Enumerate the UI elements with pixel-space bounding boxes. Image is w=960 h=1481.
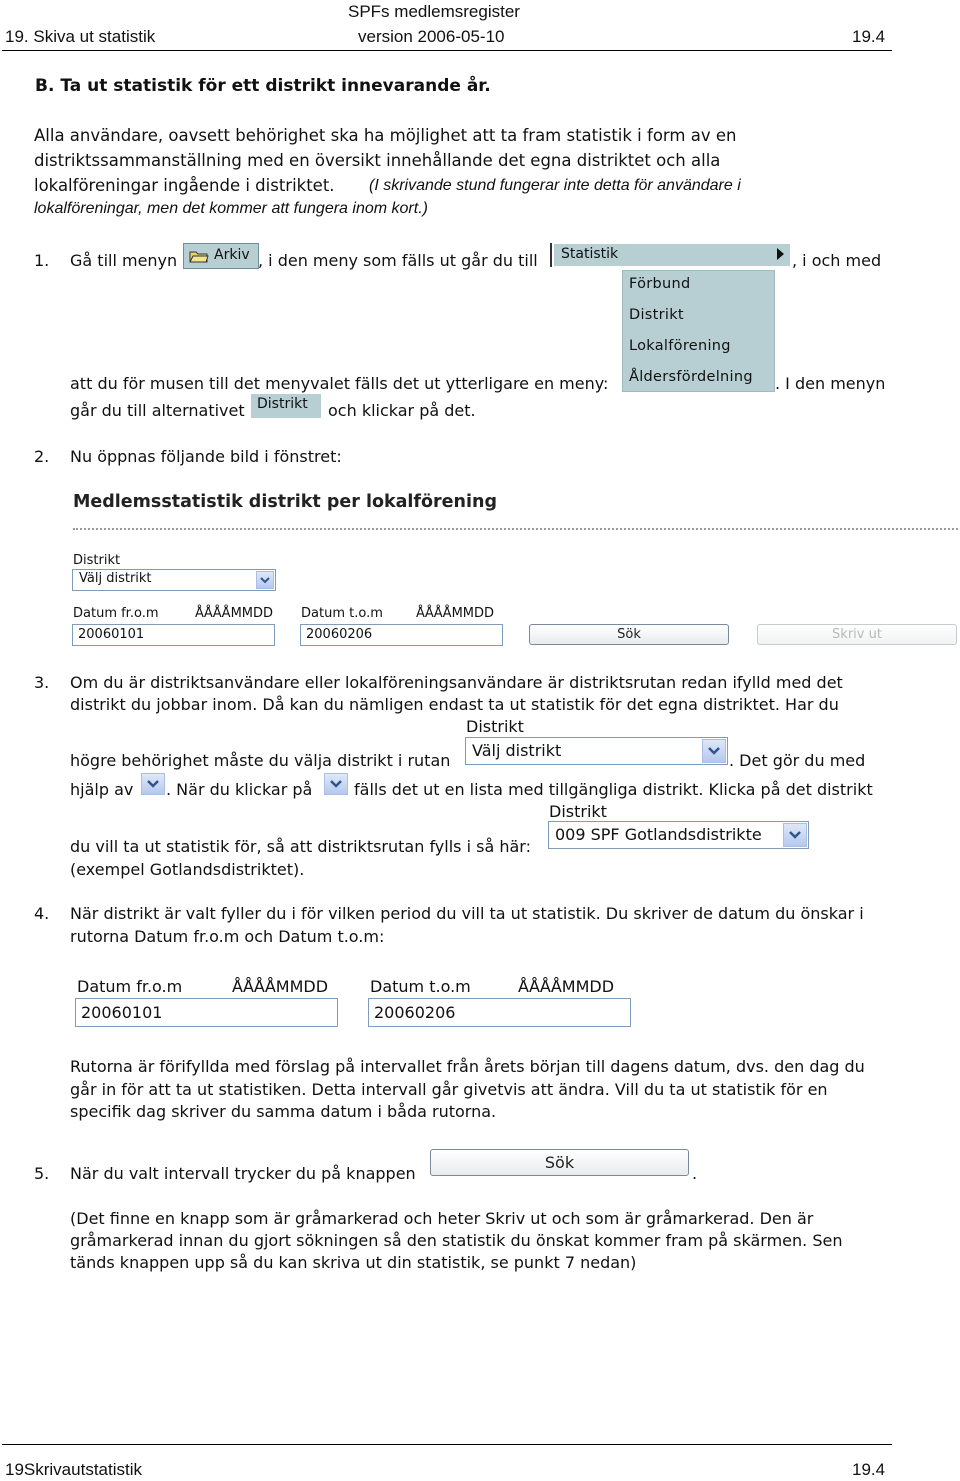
step-3-select-value: Välj distrikt [472, 741, 562, 760]
footer-left: 19Skrivautstatistik [5, 1460, 142, 1479]
step-4-line-1: När distrikt är valt fyller du i för vilken period du vill ta ut statistik. Du skriver de datum du önskar i [70, 904, 864, 923]
arkiv-menu-label: Arkiv [214, 247, 250, 263]
step-3-number: 3. [34, 673, 50, 692]
step-5-text: När du valt intervall trycker du på knappen [70, 1164, 416, 1183]
submenu-item-aldersfordelning[interactable]: Åldersfördelning [629, 369, 753, 385]
form-from-input-value: 20060101 [78, 627, 145, 642]
chevron-down-icon[interactable] [702, 739, 726, 763]
form-to-label: Datum t.o.m [301, 606, 383, 621]
step-3-line-1: Om du är distriktsanvändare eller lokalföreningsanvändare är distriktsrutan redan ifylld med det [70, 673, 843, 692]
step-4-number: 4. [34, 904, 50, 923]
header-rule [2, 50, 892, 51]
form-print-button[interactable]: Skriv ut [757, 624, 957, 645]
form-to-input-value: 20060206 [306, 627, 373, 642]
step-3-line-6: (exempel Gotlandsdistriktet). [70, 860, 305, 879]
arkiv-menu-button[interactable] [183, 243, 259, 269]
folder-icon [189, 248, 209, 268]
step-4-from-input-value: 20060101 [81, 1003, 163, 1022]
step-3-line-4a: hjälp av [70, 780, 134, 799]
step-3-filled-label: Distrikt [549, 802, 607, 821]
step-1-text-d: att du för musen till det menyvalet fälls det ut ytterligare en meny: [70, 374, 609, 393]
form-from-label: Datum fr.o.m [73, 606, 159, 621]
step-3-line-2: distrikt du jobbar inom. Då kan du nämligen endast ta ut statistik för det egna distriktet. Har du [70, 695, 839, 714]
section-heading: B. Ta ut statistik för ett distrikt innevarande år. [35, 76, 491, 96]
step-1-text-c: , i och med [792, 251, 882, 270]
step-3-filled-select-value: 009 SPF Gotlandsdistrikte [555, 825, 762, 844]
step-3-filled-select[interactable] [548, 821, 809, 849]
step-4-to-input-value: 20060206 [374, 1003, 456, 1022]
step-3-line-4b: . När du klickar på [166, 780, 313, 799]
statistik-submenu [622, 270, 775, 392]
step-1-text-g: och klickar på det. [328, 401, 476, 420]
page-number: 19.4 [852, 27, 886, 46]
intro-line-3: lokalföreningar ingående i distriktet. [34, 176, 335, 195]
submenu-arrow-icon [777, 248, 784, 260]
step-5-search-button[interactable]: Sök [430, 1149, 689, 1176]
form-title: Medlemsstatistik distrikt per lokalförening [73, 492, 497, 512]
footer-page: 19.4 [852, 1460, 886, 1479]
form-to-input[interactable] [300, 624, 503, 646]
step-2-text: Nu öppnas följande bild i fönstret: [70, 447, 342, 466]
intro-note-1: (I skrivande stund fungerar inte detta för användare i [369, 177, 741, 194]
dropdown-button-icon[interactable] [324, 773, 348, 795]
submenu-item-lokalforening[interactable]: Lokalförening [629, 338, 731, 354]
form-from-format: ÅÅÅÅMMDD [195, 606, 274, 621]
step-3-line-3b: . Det gör du med [729, 751, 866, 770]
step-4-to-label: Datum t.o.m [370, 977, 471, 996]
step-3-field-label: Distrikt [466, 717, 524, 736]
step-4-from-input[interactable] [75, 998, 338, 1027]
step-1-text-b: , i den meny som fälls ut går du till [258, 251, 538, 270]
form-search-button[interactable]: Sök [529, 624, 729, 645]
step-5-note-2: gråmarkerad innan du gjort sökningen så den statistik du önskat kommer fram på skärmen. Sen [70, 1231, 843, 1250]
step-2-number: 2. [34, 447, 50, 466]
step-4-to-format: ÅÅÅÅMMDD [518, 977, 615, 996]
step-1-text-a: Gå till menyn [70, 251, 178, 270]
submenu-item-distrikt[interactable]: Distrikt [629, 307, 684, 323]
app-title: SPFs medlemsregister [348, 2, 520, 21]
statistik-separator [550, 243, 552, 267]
chevron-down-icon[interactable] [256, 571, 274, 589]
step-5-note-3: tänds knappen upp så du kan skriva ut din statistik, se punkt 7 nedan) [70, 1253, 637, 1272]
step-3-line-5: du vill ta ut statistik för, så att distriktsrutan fylls i så här: [70, 837, 531, 856]
intro-line-1: Alla användare, oavsett behörighet ska ha möjlighet att ta fram statistik i form av en [34, 126, 737, 145]
step-4-from-format: ÅÅÅÅMMDD [232, 977, 329, 996]
distrikt-option-button[interactable] [251, 394, 321, 418]
distrikt-option-label: Distrikt [257, 396, 308, 412]
intro-note-2: lokalföreningar, men det kommer att fungera inom kort.) [34, 200, 428, 217]
step-4-to-input[interactable] [368, 998, 631, 1027]
step-4-line-2: rutorna Datum fr.o.m och Datum t.o.m: [70, 927, 385, 946]
dropdown-button-icon[interactable] [141, 773, 165, 795]
statistik-menu-item[interactable] [554, 244, 790, 266]
step-4-para-3: specifik dag skriver du samma datum i båda rutorna. [70, 1102, 497, 1121]
step-5-note-1: (Det finne en knapp som är gråmarkerad och heter Skriv ut och som är gråmarkerad. Den är [70, 1209, 814, 1228]
form-to-format: ÅÅÅÅMMDD [416, 606, 495, 621]
step-3-line-4c: fälls det ut en lista med tillgängliga distrikt. Klicka på det distrikt [354, 780, 873, 799]
version-label: version 2006-05-10 [358, 27, 505, 46]
intro-line-2: distriktssammanställning med en översikt innehållande det egna distriktet och alla [34, 151, 721, 170]
step-1-number: 1. [34, 251, 50, 270]
submenu-item-forbund[interactable]: Förbund [629, 276, 691, 292]
form-from-input[interactable] [72, 624, 275, 646]
chevron-down-icon[interactable] [783, 823, 807, 847]
form-distrikt-select-value: Välj distrikt [79, 571, 152, 586]
step-1-text-e: . I den menyn [775, 374, 886, 393]
step-4-para-2: går in för att ta ut statistiken. Detta intervall går givetvis att ändra. Vill du ta ut statistik för en [70, 1080, 828, 1099]
step-1-text-f: går du till alternativet [70, 401, 245, 420]
step-5-text-end: . [692, 1164, 698, 1183]
section-label: 19. Skiva ut statistik [5, 27, 156, 46]
form-title-divider [73, 528, 958, 530]
step-5-number: 5. [34, 1164, 50, 1183]
step-4-para-1: Rutorna är förifyllda med förslag på intervallet från årets början till dagens datum, dvs. den dag du [70, 1057, 865, 1076]
form-distrikt-label: Distrikt [73, 553, 121, 568]
step-3-line-3a: högre behörighet måste du välja distrikt i rutan [70, 751, 451, 770]
footer-rule [2, 1444, 892, 1445]
step-3-select[interactable] [465, 737, 728, 765]
statistik-menu-label: Statistik [561, 246, 619, 262]
step-4-from-label: Datum fr.o.m [77, 977, 183, 996]
form-distrikt-select[interactable] [72, 569, 276, 591]
